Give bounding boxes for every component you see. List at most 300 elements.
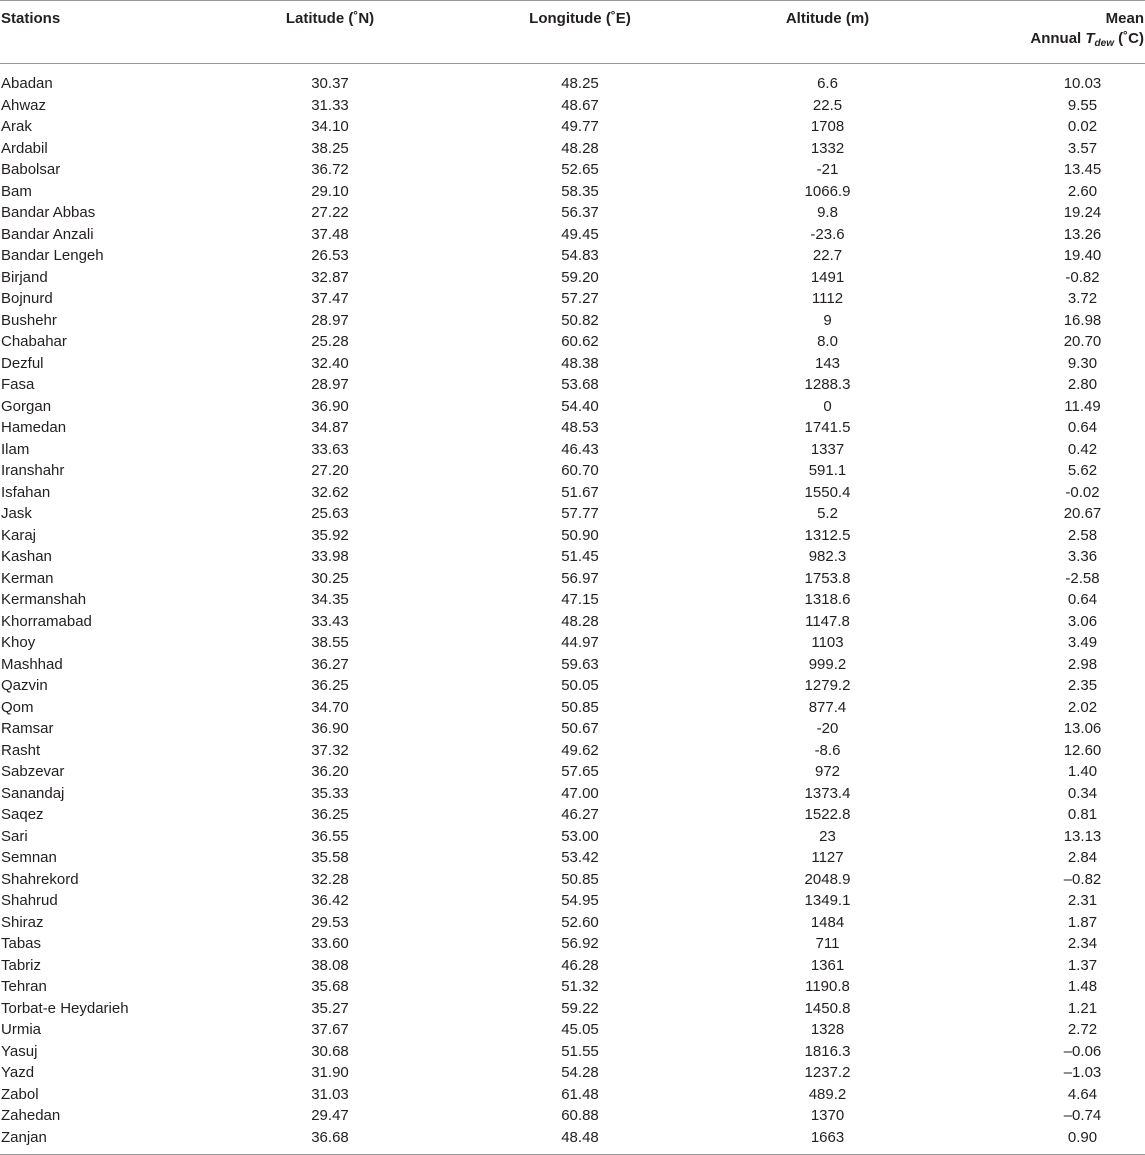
altitude-value: 1318.6 bbox=[804, 591, 851, 608]
table-row bbox=[0, 998, 1145, 1020]
altitude-value: 9 bbox=[823, 311, 832, 329]
header-longitude: Longitude (˚E) bbox=[455, 1, 705, 64]
altitude-value: 1112 bbox=[811, 290, 844, 307]
station-name: Ahwaz bbox=[1, 96, 47, 114]
longitude-value: 50.85 bbox=[561, 870, 599, 888]
table-row bbox=[0, 912, 1145, 934]
longitude-value: 58.35 bbox=[561, 182, 599, 200]
longitude-value: 44.97 bbox=[561, 634, 599, 651]
header-latitude: Latitude (˚N) bbox=[205, 1, 455, 64]
tdew-value: 1.37 bbox=[1067, 956, 1098, 974]
latitude-value: 33.43 bbox=[311, 612, 349, 630]
tdew-value: 3.72 bbox=[1067, 290, 1098, 307]
altitude-value: 1370 bbox=[810, 1107, 845, 1124]
altitude-value: 1708 bbox=[810, 118, 845, 135]
longitude-value: 54.40 bbox=[561, 397, 599, 415]
table-row bbox=[0, 439, 1145, 461]
altitude-value: 1450.8 bbox=[804, 999, 851, 1017]
longitude-value: 45.05 bbox=[561, 1021, 599, 1038]
altitude-value: 1190.8 bbox=[805, 978, 850, 995]
station-name: Sanandaj bbox=[1, 784, 65, 802]
header-tdew-prefix: Annual bbox=[1030, 30, 1086, 47]
longitude-value: 56.92 bbox=[561, 935, 599, 952]
longitude-value: 57.27 bbox=[561, 290, 599, 307]
longitude-value: 52.65 bbox=[561, 161, 599, 178]
tdew-value: 13.45 bbox=[1063, 161, 1102, 178]
station-name: Arak bbox=[1, 118, 32, 135]
altitude-value: 1066.9 bbox=[804, 182, 851, 200]
altitude-value: 1484 bbox=[810, 913, 845, 931]
latitude-value: 36.25 bbox=[311, 677, 349, 694]
altitude-value: 1103 bbox=[811, 634, 844, 651]
longitude-value: 46.27 bbox=[561, 806, 599, 823]
table-row bbox=[0, 460, 1145, 482]
header-tdew-unit: (˚C) bbox=[1114, 30, 1144, 47]
latitude-value: 38.55 bbox=[311, 634, 349, 651]
longitude-value: 48.53 bbox=[561, 419, 599, 436]
latitude-value: 35.68 bbox=[311, 978, 349, 995]
header-tdew-line2 bbox=[950, 29, 1144, 54]
table-row bbox=[0, 331, 1145, 353]
tdew-value: 2.34 bbox=[1067, 935, 1098, 952]
longitude-value: 60.70 bbox=[561, 462, 599, 479]
latitude-value: 30.25 bbox=[311, 569, 349, 587]
longitude-value: 48.38 bbox=[561, 354, 599, 372]
station-name: Khoy bbox=[1, 634, 36, 651]
latitude-value: 25.63 bbox=[311, 505, 349, 522]
header-tdew-subscript: dew bbox=[1094, 38, 1114, 49]
table-row bbox=[0, 1019, 1145, 1041]
tdew-value: 2.58 bbox=[1067, 526, 1098, 544]
tdew-value: 0.64 bbox=[1067, 419, 1098, 436]
tdew-value: 2.98 bbox=[1067, 655, 1098, 673]
station-name: Yasuj bbox=[1, 1042, 38, 1060]
altitude-value: 1663 bbox=[705, 1127, 950, 1155]
station-name: Shiraz bbox=[1, 913, 44, 931]
longitude-value: 50.05 bbox=[561, 677, 599, 694]
longitude-value: 59.20 bbox=[561, 268, 599, 286]
station-name: Jask bbox=[1, 505, 32, 522]
header-altitude: Altitude (m) bbox=[705, 1, 950, 64]
altitude-value: 1741.5 bbox=[804, 419, 851, 436]
station-name: Torbat-e Heydarieh bbox=[1, 999, 129, 1017]
table-row bbox=[0, 267, 1145, 289]
tdew-value: 3.36 bbox=[1067, 548, 1098, 565]
station-name: Karaj bbox=[1, 526, 37, 544]
table-row bbox=[0, 955, 1145, 977]
latitude-value: 28.97 bbox=[311, 376, 349, 393]
longitude-value: 60.62 bbox=[561, 333, 599, 350]
latitude-value: 34.35 bbox=[311, 591, 349, 608]
station-name: Mashhad bbox=[1, 655, 63, 673]
latitude-value: 38.25 bbox=[311, 139, 349, 157]
latitude-value: 32.28 bbox=[311, 870, 349, 888]
latitude-value: 27.22 bbox=[311, 204, 349, 221]
longitude-value: 51.32 bbox=[561, 978, 599, 995]
latitude-value: 35.92 bbox=[311, 526, 349, 544]
latitude-value: 35.27 bbox=[311, 999, 349, 1017]
altitude-value: -23.6 bbox=[810, 225, 845, 243]
tdew-value: 9.55 bbox=[1067, 96, 1098, 114]
header-tdew-line1: Mean bbox=[1105, 10, 1144, 27]
station-name: Birjand bbox=[1, 268, 48, 286]
longitude-value: 48.48 bbox=[455, 1127, 705, 1155]
table-row bbox=[0, 740, 1145, 762]
longitude-value: 61.48 bbox=[561, 1085, 599, 1103]
station-name: Fasa bbox=[1, 376, 35, 393]
latitude-value: 37.67 bbox=[311, 1021, 349, 1038]
station-name: Bushehr bbox=[1, 311, 57, 329]
table-row bbox=[0, 933, 1145, 955]
header-stations: Stations bbox=[0, 1, 205, 64]
table-body bbox=[0, 64, 1145, 1155]
station-name: Zabol bbox=[1, 1085, 39, 1103]
station-name: Khorramabad bbox=[1, 612, 92, 630]
tdew-value: –0.74 bbox=[1063, 1107, 1102, 1124]
longitude-value: 50.82 bbox=[561, 311, 599, 329]
tdew-value: 2.31 bbox=[1067, 892, 1098, 909]
table-row bbox=[0, 675, 1145, 697]
table-row bbox=[0, 353, 1145, 375]
table-row bbox=[0, 1127, 1145, 1155]
longitude-value: 51.55 bbox=[561, 1042, 599, 1060]
table-row bbox=[0, 159, 1145, 181]
table-row bbox=[0, 632, 1145, 654]
tdew-value: 0.34 bbox=[1067, 784, 1098, 802]
altitude-value: 22.5 bbox=[812, 96, 843, 114]
altitude-value: 6.6 bbox=[817, 75, 838, 92]
tdew-value: 0.90 bbox=[950, 1127, 1145, 1155]
tdew-value: 0.81 bbox=[1067, 806, 1098, 823]
longitude-value: 53.00 bbox=[561, 827, 599, 845]
table-row bbox=[0, 847, 1145, 869]
station-name: Bojnurd bbox=[1, 290, 53, 307]
tdew-value: 1.48 bbox=[1067, 978, 1098, 995]
tdew-value: –1.03 bbox=[1063, 1064, 1102, 1081]
station-name: Bandar Abbas bbox=[1, 204, 96, 221]
latitude-value: 36.27 bbox=[311, 655, 349, 673]
station-name: Babolsar bbox=[1, 161, 61, 178]
station-name: Dezful bbox=[1, 354, 44, 372]
longitude-value: 47.00 bbox=[561, 784, 599, 802]
latitude-value: 26.53 bbox=[311, 247, 349, 264]
latitude-value: 30.37 bbox=[311, 75, 349, 92]
table-row bbox=[0, 826, 1145, 848]
station-name: Sari bbox=[1, 827, 28, 845]
longitude-value: 48.28 bbox=[561, 612, 599, 630]
table-row bbox=[0, 589, 1145, 611]
station-name: Saqez bbox=[1, 806, 44, 823]
tdew-value: 3.49 bbox=[1067, 634, 1098, 651]
table-row bbox=[0, 761, 1145, 783]
tdew-value: 10.03 bbox=[1063, 75, 1102, 92]
tdew-value: 3.06 bbox=[1067, 612, 1098, 630]
latitude-value: 32.40 bbox=[311, 354, 349, 372]
longitude-value: 54.83 bbox=[561, 247, 599, 264]
longitude-value: 56.37 bbox=[561, 204, 599, 221]
latitude-value: 32.87 bbox=[311, 268, 349, 286]
table-row bbox=[0, 417, 1145, 439]
station-name: Bandar Lengeh bbox=[1, 247, 104, 264]
tdew-value: 13.26 bbox=[1063, 225, 1102, 243]
altitude-value: 999.2 bbox=[808, 655, 847, 673]
tdew-value: 5.62 bbox=[1067, 462, 1098, 479]
tdew-value: 2.72 bbox=[1067, 1021, 1098, 1038]
latitude-value: 33.60 bbox=[311, 935, 349, 952]
tdew-value: 4.64 bbox=[1067, 1085, 1098, 1103]
tdew-value: 0.42 bbox=[1067, 440, 1098, 458]
tdew-value: 20.67 bbox=[1063, 505, 1102, 522]
longitude-value: 50.85 bbox=[561, 698, 599, 716]
latitude-value: 31.90 bbox=[311, 1064, 349, 1081]
table-header bbox=[0, 1, 1145, 64]
tdew-value: 9.30 bbox=[1067, 354, 1098, 372]
station-name: Ardabil bbox=[1, 139, 48, 157]
latitude-value: 36.25 bbox=[311, 806, 349, 823]
latitude-value: 29.10 bbox=[311, 182, 349, 200]
altitude-value: 1361 bbox=[810, 956, 845, 974]
altitude-value: 0 bbox=[823, 397, 832, 415]
latitude-value: 29.47 bbox=[311, 1107, 349, 1124]
table-row bbox=[0, 202, 1145, 224]
station-name: Ramsar bbox=[1, 720, 54, 737]
tdew-value: 1.40 bbox=[1067, 763, 1098, 780]
latitude-value: 36.55 bbox=[311, 827, 349, 845]
altitude-value: 22.7 bbox=[812, 247, 843, 264]
tdew-value: 0.02 bbox=[1067, 118, 1098, 135]
tdew-value: 3.57 bbox=[1067, 139, 1098, 157]
altitude-value: 2048.9 bbox=[804, 870, 851, 888]
table-row bbox=[0, 546, 1145, 568]
longitude-value: 59.63 bbox=[561, 655, 599, 673]
station-name: Kashan bbox=[1, 548, 52, 565]
table-row bbox=[0, 116, 1145, 138]
altitude-value: 143 bbox=[814, 354, 841, 372]
tdew-value: 2.02 bbox=[1067, 698, 1098, 716]
altitude-value: 711 bbox=[815, 935, 840, 952]
longitude-value: 49.62 bbox=[561, 741, 599, 759]
altitude-value: 1349.1 bbox=[804, 892, 851, 909]
table-row bbox=[0, 1041, 1145, 1063]
altitude-value: -20 bbox=[816, 720, 839, 737]
altitude-value: 1332 bbox=[810, 139, 845, 157]
altitude-value: 1550.4 bbox=[804, 483, 851, 501]
altitude-value: 5.2 bbox=[817, 505, 838, 522]
header-row bbox=[0, 1, 1145, 64]
longitude-value: 54.95 bbox=[561, 892, 599, 909]
longitude-value: 51.67 bbox=[561, 483, 599, 501]
altitude-value: 972 bbox=[814, 763, 841, 780]
altitude-value: 591.1 bbox=[808, 462, 847, 479]
altitude-value: 489.2 bbox=[808, 1085, 847, 1103]
altitude-value: 982.3 bbox=[808, 548, 847, 565]
altitude-value: 1373.4 bbox=[804, 784, 851, 802]
longitude-value: 56.97 bbox=[561, 569, 599, 587]
longitude-value: 54.28 bbox=[561, 1064, 599, 1081]
longitude-value: 47.15 bbox=[561, 591, 599, 608]
altitude-value: 1237.2 bbox=[804, 1064, 851, 1081]
table-row bbox=[0, 869, 1145, 891]
table-row bbox=[0, 654, 1145, 676]
latitude-value: 33.98 bbox=[311, 548, 349, 565]
station-name: Isfahan bbox=[1, 483, 51, 501]
tdew-value: 0.64 bbox=[1067, 591, 1098, 608]
latitude-value: 30.68 bbox=[311, 1042, 349, 1060]
table-row bbox=[0, 310, 1145, 332]
latitude-value: 36.68 bbox=[205, 1127, 455, 1155]
station-name: Abadan bbox=[1, 75, 53, 92]
latitude-value: 36.72 bbox=[311, 161, 349, 178]
station-name: Semnan bbox=[1, 849, 57, 866]
latitude-value: 28.97 bbox=[311, 311, 349, 329]
altitude-value: 1127 bbox=[811, 849, 844, 866]
longitude-value: 51.45 bbox=[561, 548, 599, 565]
longitude-value: 53.42 bbox=[561, 849, 599, 866]
longitude-value: 46.43 bbox=[561, 440, 599, 458]
latitude-value: 27.20 bbox=[311, 462, 349, 479]
altitude-value: 1337 bbox=[810, 440, 845, 458]
altitude-value: 877.4 bbox=[808, 698, 847, 716]
longitude-value: 59.22 bbox=[561, 999, 599, 1017]
station-name: Tehran bbox=[1, 978, 47, 995]
altitude-value: 1147.8 bbox=[805, 612, 850, 630]
longitude-value: 49.77 bbox=[561, 118, 599, 135]
header-tdew-symbol: T bbox=[1085, 30, 1095, 47]
station-name: Zahedan bbox=[1, 1107, 61, 1124]
table-row bbox=[0, 783, 1145, 805]
station-name: Iranshahr bbox=[1, 462, 65, 479]
latitude-value: 31.03 bbox=[311, 1085, 349, 1103]
longitude-value: 48.67 bbox=[561, 96, 599, 114]
altitude-value: -21 bbox=[816, 161, 839, 178]
tdew-value: 19.24 bbox=[1063, 204, 1102, 221]
station-name: Zanjan bbox=[0, 1127, 205, 1155]
tdew-value: 1.21 bbox=[1067, 999, 1098, 1017]
table-row bbox=[0, 1062, 1145, 1084]
tdew-value: 16.98 bbox=[1063, 311, 1102, 329]
latitude-value: 25.28 bbox=[311, 333, 349, 350]
station-name: Urmia bbox=[1, 1021, 41, 1038]
table-row bbox=[0, 224, 1145, 246]
table-row bbox=[0, 503, 1145, 525]
station-name: Qazvin bbox=[1, 677, 48, 694]
longitude-value: 48.25 bbox=[561, 75, 599, 92]
latitude-value: 36.90 bbox=[311, 397, 349, 415]
station-name: Shahrud bbox=[1, 892, 58, 909]
table-row bbox=[0, 568, 1145, 590]
altitude-value: 1312.5 bbox=[804, 526, 851, 544]
table-row bbox=[0, 890, 1145, 912]
station-name: Kerman bbox=[1, 569, 54, 587]
table-row bbox=[0, 64, 1145, 95]
tdew-value: 11.49 bbox=[1064, 397, 1101, 415]
station-name: Tabas bbox=[1, 935, 42, 952]
tdew-value: 2.60 bbox=[1067, 182, 1098, 200]
table-row bbox=[0, 976, 1145, 998]
station-name: Bandar Anzali bbox=[1, 225, 94, 243]
latitude-value: 36.90 bbox=[311, 720, 349, 737]
latitude-value: 32.62 bbox=[311, 483, 349, 501]
latitude-value: 31.33 bbox=[311, 96, 349, 114]
table-row bbox=[0, 697, 1145, 719]
table-row bbox=[0, 1084, 1145, 1106]
latitude-value: 37.47 bbox=[311, 290, 349, 307]
longitude-value: 48.28 bbox=[561, 139, 599, 157]
tdew-value: -0.02 bbox=[1065, 483, 1100, 501]
longitude-value: 57.77 bbox=[561, 505, 599, 522]
longitude-value: 50.67 bbox=[561, 720, 599, 737]
altitude-value: 23 bbox=[819, 827, 836, 845]
table-row bbox=[0, 718, 1145, 740]
tdew-value: -2.58 bbox=[1065, 569, 1100, 587]
station-name: Ilam bbox=[1, 440, 30, 458]
longitude-value: 52.60 bbox=[561, 913, 599, 931]
latitude-value: 37.32 bbox=[311, 741, 349, 759]
station-name: Qom bbox=[1, 698, 34, 716]
table-row bbox=[0, 396, 1145, 418]
altitude-value: 8.0 bbox=[817, 333, 838, 350]
table-row bbox=[0, 804, 1145, 826]
station-name: Gorgan bbox=[1, 397, 52, 415]
table-row bbox=[0, 374, 1145, 396]
station-name: Yazd bbox=[1, 1064, 35, 1081]
table-row bbox=[0, 1105, 1145, 1127]
tdew-value: –0.06 bbox=[1063, 1042, 1102, 1060]
altitude-value: 1816.3 bbox=[804, 1042, 851, 1060]
latitude-value: 38.08 bbox=[311, 956, 349, 974]
longitude-value: 49.45 bbox=[561, 225, 599, 243]
station-name: Shahrekord bbox=[1, 870, 79, 888]
station-name: Sabzevar bbox=[1, 763, 65, 780]
latitude-value: 36.20 bbox=[311, 763, 349, 780]
tdew-value: -0.82 bbox=[1065, 268, 1100, 286]
tdew-value: 13.06 bbox=[1063, 720, 1102, 737]
altitude-value: 1491 bbox=[810, 268, 845, 286]
table-row bbox=[0, 95, 1145, 117]
table-row bbox=[0, 181, 1145, 203]
tdew-value: 19.40 bbox=[1063, 247, 1102, 264]
longitude-value: 53.68 bbox=[561, 376, 599, 393]
station-name: Bam bbox=[1, 182, 32, 200]
longitude-value: 46.28 bbox=[561, 956, 599, 974]
longitude-value: 57.65 bbox=[561, 763, 599, 780]
latitude-value: 37.48 bbox=[311, 225, 349, 243]
altitude-value: 1279.2 bbox=[804, 677, 851, 694]
table-row bbox=[0, 482, 1145, 504]
altitude-value: 1753.8 bbox=[804, 569, 851, 587]
latitude-value: 29.53 bbox=[311, 913, 349, 931]
latitude-value: 34.70 bbox=[311, 698, 349, 716]
table-row bbox=[0, 138, 1145, 160]
latitude-value: 35.33 bbox=[311, 784, 349, 802]
altitude-value: 1522.8 bbox=[804, 806, 851, 823]
tdew-value: 12.60 bbox=[1063, 741, 1102, 759]
station-name: Kermanshah bbox=[1, 591, 87, 608]
latitude-value: 35.58 bbox=[311, 849, 349, 866]
tdew-value: –0.82 bbox=[1063, 870, 1102, 888]
table-row bbox=[0, 288, 1145, 310]
table-row bbox=[0, 611, 1145, 633]
altitude-value: 1328 bbox=[810, 1021, 845, 1038]
station-name: Chabahar bbox=[1, 333, 67, 350]
station-name: Tabriz bbox=[1, 956, 42, 974]
table-row bbox=[0, 525, 1145, 547]
latitude-value: 36.42 bbox=[311, 892, 349, 909]
tdew-value: 2.84 bbox=[1067, 849, 1098, 866]
station-name: Rasht bbox=[1, 741, 41, 759]
tdew-value: 13.13 bbox=[1063, 827, 1102, 845]
tdew-value: 20.70 bbox=[1063, 333, 1102, 350]
